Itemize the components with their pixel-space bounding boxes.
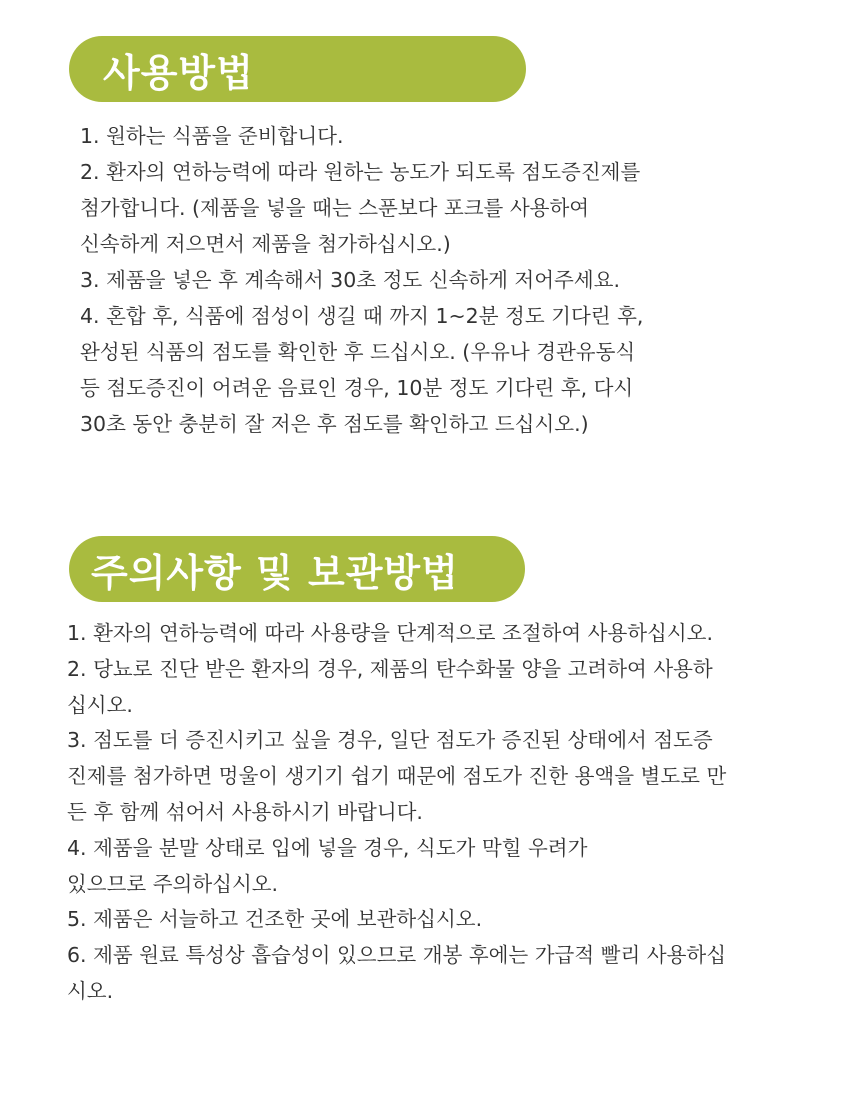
caution-line: 2. 당뇨로 진단 받은 환자의 경우, 제품의 탄수화물 양을 고려하여 사용하 — [67, 656, 713, 681]
usage-section-header — [69, 36, 526, 102]
usage-line: 완성된 식품의 점도를 확인한 후 드십시오. (우유나 경관유동식 — [80, 340, 636, 364]
caution-line: 6. 제품 원료 특성상 흡습성이 있으므로 개봉 후에는 가급적 빨리 사용하십 — [67, 943, 727, 968]
caution-line: 진제를 첨가하면 멍울이 생기기 쉽기 때문에 점도가 진한 용액을 별도로 만 — [67, 764, 727, 789]
caution-section-header — [69, 536, 525, 602]
usage-line: 3. 제품을 넣은 후 계속해서 30초 정도 신속하게 저어주세요. — [80, 268, 620, 292]
usage-instructions-list — [80, 118, 643, 442]
usage-section-title: 사용방법 — [103, 49, 254, 95]
caution-storage-list — [67, 616, 726, 1010]
caution-line: 3. 점도를 더 증진시키고 싶을 경우, 일단 점도가 증진된 상태에서 점도증 — [67, 728, 713, 753]
usage-line: 1. 원하는 식품을 준비합니다. — [80, 124, 344, 148]
caution-line: 4. 제품을 분말 상태로 입에 넣을 경우, 식도가 막힐 우려가 — [67, 835, 588, 860]
usage-line: 신속하게 저으면서 제품을 첨가하십시오.) — [80, 232, 451, 256]
caution-line: 1. 환자의 연하능력에 따라 사용량을 단계적으로 조절하여 사용하십시오. — [67, 621, 713, 645]
caution-line: 든 후 함께 섞어서 사용하시기 바랍니다. — [67, 799, 423, 824]
usage-line: 2. 환자의 연하능력에 따라 원하는 농도가 되도록 점도증진제를 — [80, 160, 641, 184]
usage-line: 첨가합니다. (제품을 넣을 때는 스푼보다 포크를 사용하여 — [80, 196, 590, 220]
usage-line: 4. 혼합 후, 식품에 점성이 생길 때 까지 1~2분 정도 기다린 후, — [80, 304, 644, 328]
caution-line: 있으므로 주의하십시오. — [67, 871, 279, 896]
caution-line: 십시오. — [67, 692, 133, 717]
caution-line: 시오. — [67, 978, 114, 1003]
usage-line: 30초 동안 충분히 잘 저은 후 점도를 확인하고 드십시오.) — [80, 412, 589, 436]
usage-line: 등 점도증진이 어려운 음료인 경우, 10분 정도 기다린 후, 다시 — [80, 376, 634, 400]
caution-section-title: 주의사항 및 보관방법 — [91, 549, 459, 595]
caution-line: 5. 제품은 서늘하고 건조한 곳에 보관하십시오. — [67, 907, 483, 932]
